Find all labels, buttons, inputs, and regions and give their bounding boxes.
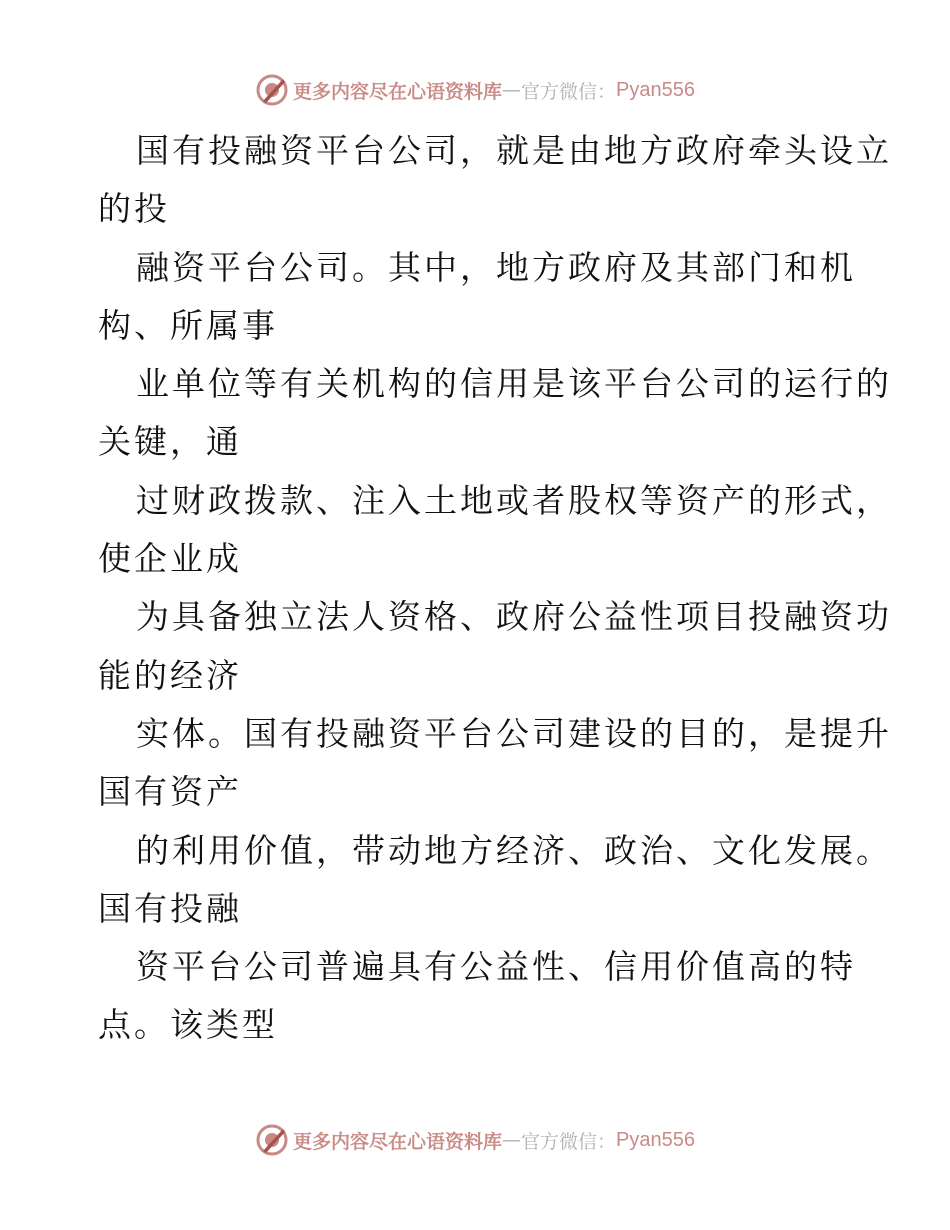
promo-text: 更多内容尽在心语资料库 — [293, 1130, 503, 1153]
text-line-15: 资平台公司普遍具有公益性、信用价值高的特 — [136, 947, 856, 987]
text-line-11: 实体。国有投融资平台公司建设的目的，是提升 — [136, 713, 892, 753]
text-line-13: 的利用价值，带动地方经济、政治、文化发展。 — [136, 830, 892, 870]
text-line-14: 国有投融 — [98, 888, 242, 928]
official-wechat-label: 官方微信： — [521, 80, 617, 103]
text-line-9: 为具备独立法人资格、政府公益性项目投融资功 — [136, 597, 892, 637]
header-banner — [0, 70, 950, 110]
footer-banner — [0, 1120, 950, 1160]
text-line-7: 过财政拨款、注入土地或者股权等资产的形式， — [136, 480, 892, 520]
banner-separator: — — [502, 1129, 522, 1151]
document-body — [98, 122, 892, 1055]
wechat-id: Pyan556 — [616, 78, 695, 101]
text-line-12: 国有资产 — [98, 772, 242, 812]
text-line-16: 点。该类型 — [98, 1005, 278, 1045]
wechat-id: Pyan556 — [616, 1128, 695, 1151]
quill-seal-icon — [255, 1123, 289, 1157]
text-line-8: 使企业成 — [98, 539, 242, 579]
text-line-10: 能的经济 — [98, 655, 242, 695]
promo-text: 更多内容尽在心语资料库 — [293, 80, 503, 103]
text-line-4: 构、所属事 — [98, 305, 278, 345]
text-line-5: 业单位等有关机构的信用是该平台公司的运行的 — [136, 364, 892, 404]
text-line-2: 的投 — [98, 189, 170, 229]
official-wechat-label: 官方微信： — [521, 1130, 617, 1153]
text-line-1: 国有投融资平台公司，就是由地方政府牵头设立 — [136, 131, 892, 170]
banner-separator: — — [502, 79, 522, 101]
text-line-6: 关键，通 — [98, 422, 242, 462]
text-line-3: 融资平台公司。其中，地方政府及其部门和机 — [136, 247, 856, 287]
quill-seal-icon — [255, 73, 289, 107]
